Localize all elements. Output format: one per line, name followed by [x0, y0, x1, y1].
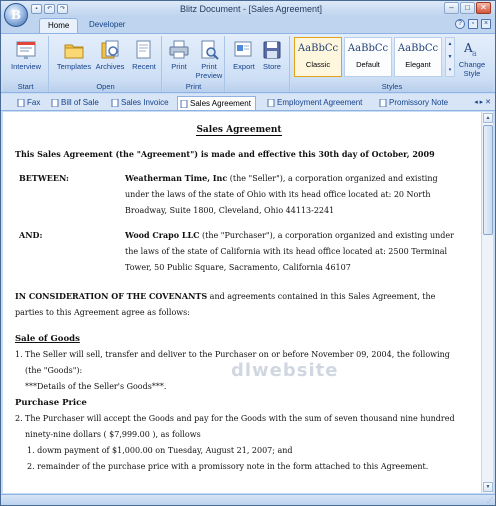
- group-start: [3, 36, 49, 92]
- document-icon: [180, 100, 188, 108]
- restore-icon[interactable]: ▫: [468, 19, 478, 29]
- sale-text: The Seller will sell, transfer and deliver to the Purchaser on or before November 09, 2004, the following (the "Goods"):: [25, 350, 450, 375]
- interview-icon: [15, 39, 37, 61]
- recent-button[interactable]: [126, 37, 162, 81]
- archives-label: Archives: [95, 62, 125, 71]
- maximize-button[interactable]: □: [460, 2, 475, 14]
- group-start-label: Start: [3, 82, 48, 92]
- app-menu-button[interactable]: B: [4, 3, 28, 27]
- party-buyer: [15, 227, 463, 276]
- buyer-name: Wood Crapo LLC: [125, 230, 200, 240]
- document-icon: [17, 99, 25, 107]
- floppy-icon: [261, 39, 283, 61]
- group-save: [226, 36, 290, 92]
- price-clause: [15, 411, 463, 443]
- ribbon: [1, 33, 495, 93]
- status-bar: [1, 494, 495, 505]
- svg-text:A: A: [464, 41, 473, 55]
- group-open-label: Open: [50, 82, 161, 92]
- help-icon[interactable]: ?: [455, 19, 465, 29]
- doc-tab-sales-agreement[interactable]: [177, 96, 256, 110]
- store-button[interactable]: [254, 37, 290, 81]
- doc-tab-fax[interactable]: [15, 96, 40, 110]
- consideration-text: and agreements contained in this Sales Agreement, the parties to this Agreement agree as follows:: [15, 292, 436, 317]
- change-style-button[interactable]: [457, 35, 487, 79]
- svg-text:a: a: [472, 49, 477, 58]
- print-preview-icon: [198, 39, 220, 61]
- sale-number: 1.: [15, 350, 23, 359]
- interview-button[interactable]: [8, 37, 44, 81]
- payment-item-2: 2. remainder of the purchase price with a promissory note in the form attached to this Agreement.: [27, 462, 429, 471]
- price-heading: Purchase Price: [15, 398, 87, 408]
- document-icon: [379, 99, 387, 107]
- doc-tab-promissory-note[interactable]: [377, 96, 448, 110]
- doc-tab-label: Promissory Note: [389, 98, 449, 107]
- style-sample: AaBbCc: [347, 43, 389, 54]
- buyer-text: [125, 227, 455, 276]
- and-label: AND:: [19, 230, 43, 240]
- price-text: The Purchaser will accept the Goods and pay for the Goods with the sum of seven thousand nine hundred ninety-nine dollars ( $7,999.00 ), as follows: [25, 414, 455, 439]
- document-tab-bar: [1, 94, 495, 111]
- doc-tab-sales-invoice[interactable]: [109, 96, 169, 110]
- title-bar: [1, 1, 495, 17]
- print-preview-button[interactable]: [191, 37, 227, 81]
- style-gallery: [294, 37, 444, 79]
- store-label: Store: [263, 62, 281, 71]
- print-preview-label: Print Preview: [195, 62, 223, 80]
- doc-tab-label: Sales Agreement: [190, 99, 251, 108]
- save-icon[interactable]: ▪: [31, 4, 42, 14]
- intro-paragraph: This Sales Agreement (the "Agreement") is made and effective this 30th day of October, 2009: [15, 149, 435, 159]
- printer-icon: [168, 39, 190, 61]
- scroll-down-arrow[interactable]: ▼: [483, 482, 493, 492]
- group-open: [50, 36, 162, 92]
- tab-home[interactable]: Home: [39, 18, 78, 33]
- watermark: dlwebsite: [231, 360, 339, 381]
- recent-label: Recent: [132, 62, 156, 71]
- templates-button[interactable]: [56, 37, 92, 81]
- archives-icon: [99, 39, 121, 61]
- tab-developer[interactable]: Developer: [89, 20, 126, 29]
- sale-heading: Sale of Goods: [15, 334, 80, 344]
- group-save-label: [226, 82, 289, 92]
- style-name: Elegant: [405, 60, 431, 69]
- document-icon: [267, 99, 275, 107]
- ribbon-tab-bar: [1, 17, 495, 33]
- style-name: Classic: [305, 60, 331, 69]
- group-print: [163, 36, 225, 92]
- change-style-icon: [461, 37, 483, 59]
- document-title: [15, 122, 463, 138]
- export-icon: [233, 39, 255, 61]
- group-styles-label: Styles: [291, 82, 493, 92]
- doc-tab-label: Bill of Sale: [61, 98, 99, 107]
- help-icons: [455, 19, 491, 29]
- window-title: Blitz Document - [Sales Agreement]: [179, 4, 323, 14]
- document-title-text: Sales Agreement: [196, 125, 282, 135]
- vertical-scrollbar[interactable]: [481, 112, 493, 493]
- style-sample: AaBbCc: [397, 43, 439, 54]
- doc-tab-label: Fax: [27, 98, 41, 107]
- doc-tab-bill-of-sale[interactable]: [49, 96, 99, 110]
- resize-grip-icon[interactable]: ⋰: [487, 498, 493, 504]
- quick-access-toolbar: [31, 4, 68, 14]
- scroll-thumb[interactable]: [483, 125, 493, 235]
- templates-label: Templates: [56, 62, 92, 71]
- document-page: [15, 122, 463, 475]
- close-doc-icon[interactable]: ×: [481, 19, 491, 29]
- close-button[interactable]: ✕: [476, 2, 491, 14]
- party-seller: [15, 170, 463, 219]
- group-print-label: Print: [163, 82, 224, 92]
- payment-item-1: 1. dowm payment of $1,000.00 on Tuesday, August 21, 2007; and: [27, 446, 293, 455]
- document-area[interactable]: [3, 112, 481, 493]
- style-elegant[interactable]: [394, 37, 442, 77]
- document-icon: [111, 99, 119, 107]
- consideration-paragraph: [15, 288, 463, 321]
- seller-details: (the "Seller"), a corporation organized and existing under the laws of the state of Ohio with its head office located at: 20 North Broadway, Suite 1800, Cleveland, Ohio 44113-2241: [125, 174, 438, 215]
- seller-name: Weatherman Time, Inc: [125, 173, 228, 183]
- recent-icon: [133, 39, 155, 61]
- document-icon: [51, 99, 59, 107]
- export-label: Export: [233, 62, 255, 71]
- window-controls: [444, 2, 491, 14]
- tab-scroll-arrows[interactable]: ◂ ▸ ✕: [474, 99, 491, 106]
- goods-detail: ***Details of the Seller's Goods***.: [25, 382, 167, 391]
- doc-tab-label: Employment Agreement: [277, 98, 363, 107]
- undo-icon[interactable]: ↶: [44, 4, 55, 14]
- change-style-label: Change Style: [458, 60, 486, 78]
- style-sample: AaBbCc: [297, 43, 339, 54]
- folder-icon: [63, 39, 85, 61]
- doc-tab-employment-agreement[interactable]: [265, 96, 362, 110]
- style-default[interactable]: [344, 37, 392, 77]
- seller-text: [125, 170, 455, 219]
- interview-label: Interview: [10, 62, 41, 71]
- between-label: BETWEEN:: [19, 173, 69, 183]
- doc-tab-label: Sales Invoice: [121, 98, 169, 107]
- print-label: Print: [171, 62, 187, 71]
- price-number: 2.: [15, 414, 23, 423]
- scroll-up-arrow[interactable]: ▲: [483, 113, 493, 123]
- consideration-bold: IN CONSIDERATION OF THE COVENANTS: [15, 291, 208, 301]
- style-name: Default: [356, 60, 380, 69]
- style-gallery-scroll[interactable]: ▲ ▼ ▾: [445, 37, 455, 77]
- redo-icon[interactable]: ↷: [57, 4, 68, 14]
- archives-button[interactable]: [92, 37, 128, 81]
- style-classic[interactable]: [294, 37, 342, 77]
- minimize-button[interactable]: –: [444, 2, 459, 14]
- buyer-details: (the "Purchaser"), a corporation organized and existing under the laws of the state of California with its head office located at: 2500 Terminal Tower, 50 Public Square, Sacramento, California 46107: [125, 231, 454, 272]
